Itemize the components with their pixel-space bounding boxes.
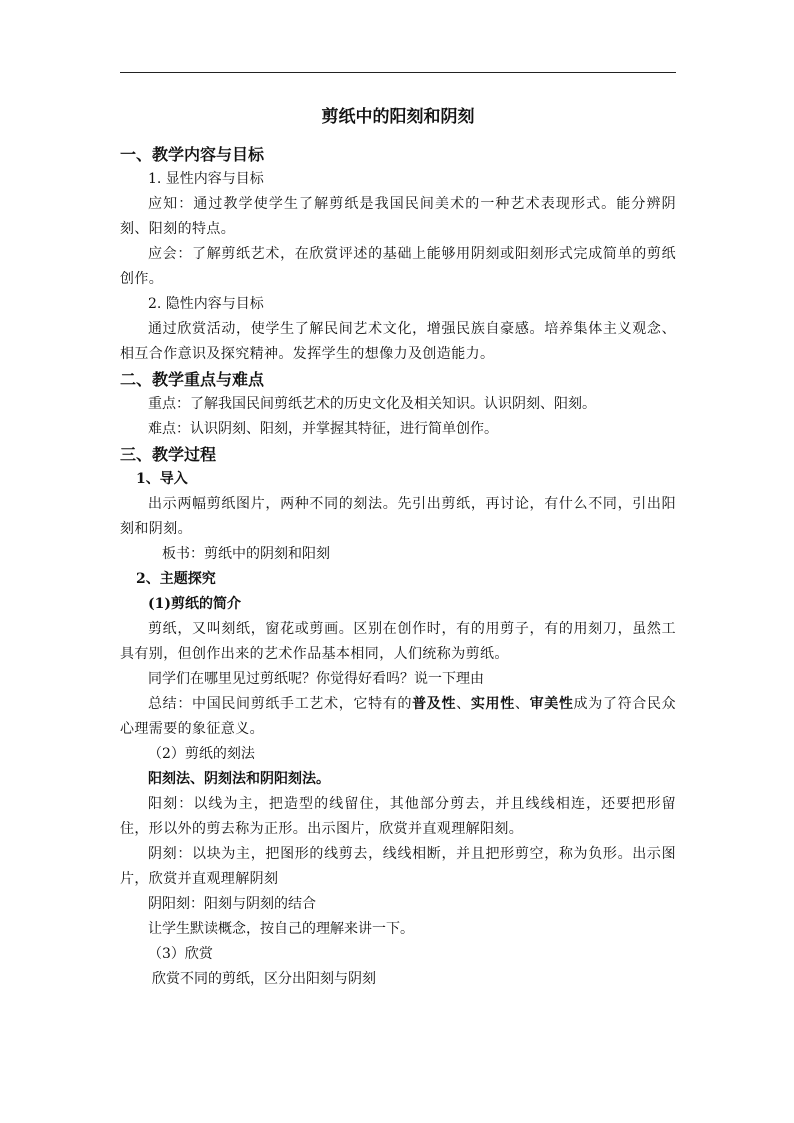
paragraph-negative-carving: 阴刻：以块为主，把图形的线剪去，线线相断，并且把形剪空，称为负形。出示图片，欣赏并直观理解阴刻 — [120, 846, 676, 887]
step-intro: 1、导入 — [136, 471, 188, 487]
document-body — [120, 100, 676, 992]
paragraph-summary — [120, 692, 676, 742]
paragraph-key-points: 重点：了解我国民间剪纸艺术的历史文化及相关知识。认识阴刻、阳刻。 — [148, 396, 596, 412]
section-heading-3: 三、教学过程 — [120, 445, 217, 464]
section-heading-1: 一、教学内容与目标 — [120, 145, 265, 164]
subheading-intro-papercut: (1)剪纸的简介 — [148, 596, 241, 612]
subheading-carving-methods — [120, 742, 676, 767]
summary-sep-2: 、 — [514, 696, 530, 712]
paragraph-positive-carving: 阳刻：以线为主，把造型的线留住，其他部分剪去，并且线线相连，还要把形留住，形以外的剪去称为正形。出示图片，欣赏并直观理解阳刻。 — [120, 796, 676, 837]
subheading-implicit: 2. 隐性内容与目标 — [148, 296, 264, 312]
paragraph-know: 应知：通过教学使学生了解剪纸是我国民间美术的一种艺术表现形式。能分辨阴刻、阳刻的特点。 — [120, 196, 676, 237]
paragraph-silent-reading: 让学生默读概念，按自己的理解来讲一下。 — [148, 921, 414, 937]
carving-methods-label: （2）剪纸的刻法 — [148, 746, 255, 762]
step-explore: 2、主题探究 — [136, 571, 216, 587]
paragraph-question: 同学们在哪里见过剪纸呢？你觉得好看吗？说一下理由 — [148, 671, 484, 687]
paragraph-difficulties: 难点：认识阴刻、阳刻，并掌握其特征，进行简单创作。 — [148, 421, 498, 437]
summary-tail: 成为了符合民众心理需要的象征意义。 — [120, 696, 677, 737]
header-rule — [120, 72, 676, 73]
keyword-aesthetics: 审美性 — [529, 696, 574, 712]
paragraph-appreciation: 欣赏不同的剪纸，区分出阳刻与阴刻 — [152, 971, 376, 987]
paragraph-papercut-definition: 剪纸，又叫刻纸，窗花或剪画。区别在创作时，有的用剪子，有的用刻刀，虽然工具有别，但创作出来的艺术作品基本相同，人们统称为剪纸。 — [120, 621, 676, 662]
keyword-practicality: 实用性 — [470, 696, 515, 712]
summary-sep-1: 、 — [456, 696, 471, 712]
summary-lead: 总结：中国民间剪纸手工艺术，它特有的 — [148, 696, 413, 712]
paragraph-combined-carving: 阴阳刻：阳刻与阴刻的结合 — [148, 896, 316, 912]
paragraph-skill: 应会：了解剪纸艺术，在欣赏评述的基础上能够用阴刻或阳刻形式完成简单的剪纸创作。 — [120, 246, 676, 287]
section-heading-2: 二、教学重点与难点 — [120, 370, 265, 389]
board-note: 板书：剪纸中的阴刻和阳刻 — [162, 546, 330, 562]
subheading-explicit: 1. 显性内容与目标 — [148, 171, 264, 187]
paragraph-intro: 出示两幅剪纸图片，两种不同的刻法。先引出剪纸，再讨论，有什么不同，引出阳刻和阴刻。 — [120, 496, 676, 537]
keyword-popularity: 普及性 — [412, 696, 457, 712]
subheading-appreciation: （3）欣赏 — [148, 946, 213, 962]
document-title: 剪纸中的阳刻和阴刻 — [321, 107, 475, 127]
paragraph-implicit-goals: 通过欣赏活动，使学生了解民间艺术文化，增强民族自豪感。培养集体主义观念、相互合作意识及探究精神。发挥学生的想像力及创造能力。 — [120, 321, 676, 362]
methods-list: 阳刻法、阴刻法和阴阳刻法。 — [148, 771, 330, 787]
